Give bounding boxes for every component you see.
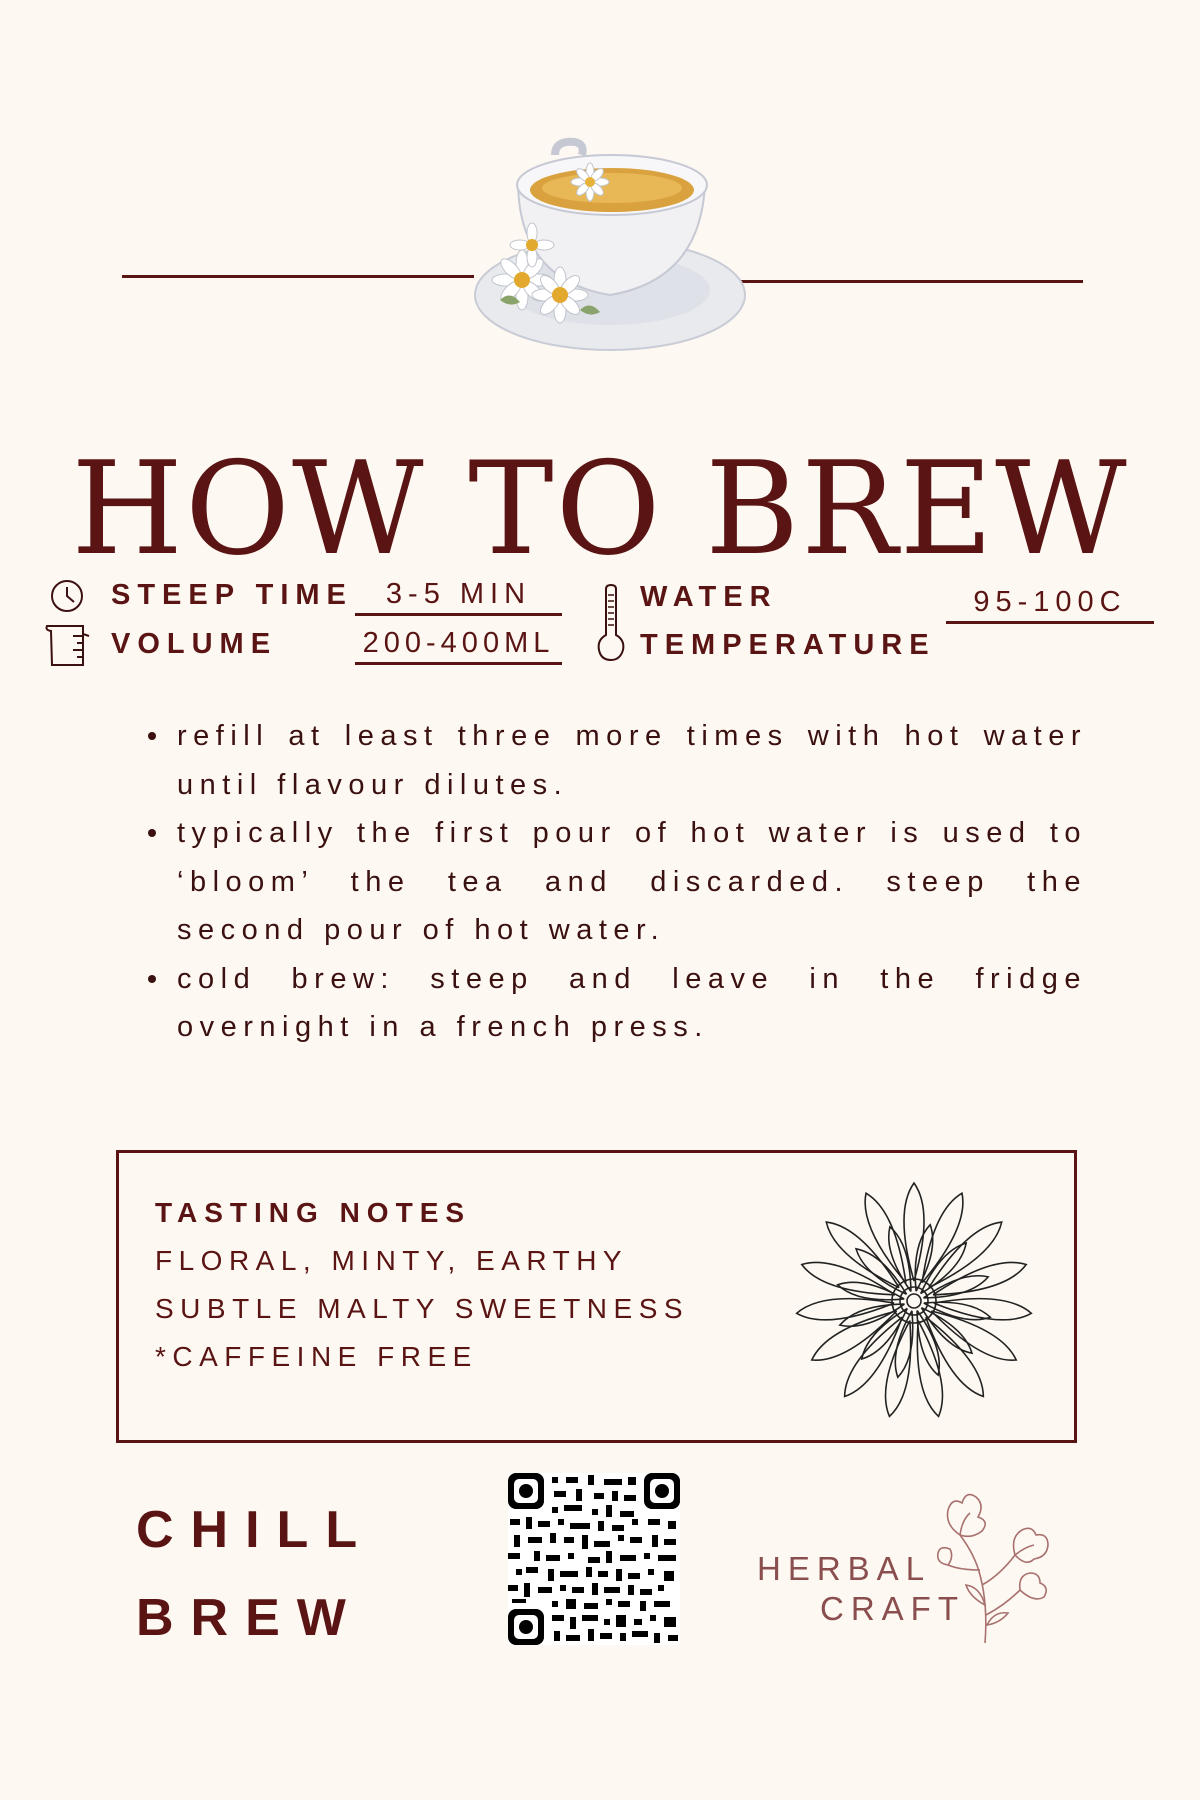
temperature-value: 95-100C xyxy=(946,586,1154,624)
tasting-note: SUBTLE MALTY SWEETNESS xyxy=(155,1293,690,1324)
instruction-item: cold brew: steep and leave in the fridge overnight in a french press. xyxy=(142,955,1087,1052)
page-title: HOW TO BREW xyxy=(71,434,1129,584)
tasting-notes-heading: TASTING NOTES xyxy=(155,1197,472,1228)
temperature-label: TEMPERATURE xyxy=(640,629,936,661)
header-rule-right xyxy=(740,280,1083,283)
water-label: WATER xyxy=(640,581,778,613)
tasting-note: FLORAL, MINTY, EARTHY xyxy=(155,1245,629,1276)
qr-code xyxy=(508,1473,680,1645)
chrysanthemum-illustration xyxy=(769,1173,1059,1428)
brand-name-line2: BREW xyxy=(136,1589,363,1647)
instruction-item: typically the first pour of hot water is used to ‘bloom’ the tea and discarded. steep the second pour of hot water. xyxy=(142,809,1087,955)
measuring-jug-icon xyxy=(43,622,91,673)
volume-value: 200-400ML xyxy=(355,627,562,665)
steep-time-value: 3-5 MIN xyxy=(355,578,562,616)
teacup-illustration xyxy=(460,130,760,360)
logo-flower-icon xyxy=(930,1475,1060,1645)
instruction-item: refill at least three more times with hot water until flavour dilutes. xyxy=(142,712,1087,809)
volume-label: VOLUME xyxy=(111,628,278,660)
header-rule-left xyxy=(122,275,474,278)
brand-name-line1: CHILL xyxy=(136,1501,375,1559)
caffeine-note: *CAFFEINE FREE xyxy=(155,1341,478,1372)
logo-word-craft: CRAFT xyxy=(820,1590,965,1627)
thermometer-icon xyxy=(594,583,628,668)
logo-word-herbal: HERBAL xyxy=(757,1550,932,1587)
clock-icon xyxy=(49,578,85,619)
brew-instructions xyxy=(142,712,1087,1052)
tasting-notes-box xyxy=(116,1150,1077,1443)
steep-time-label: STEEP TIME xyxy=(111,579,353,611)
